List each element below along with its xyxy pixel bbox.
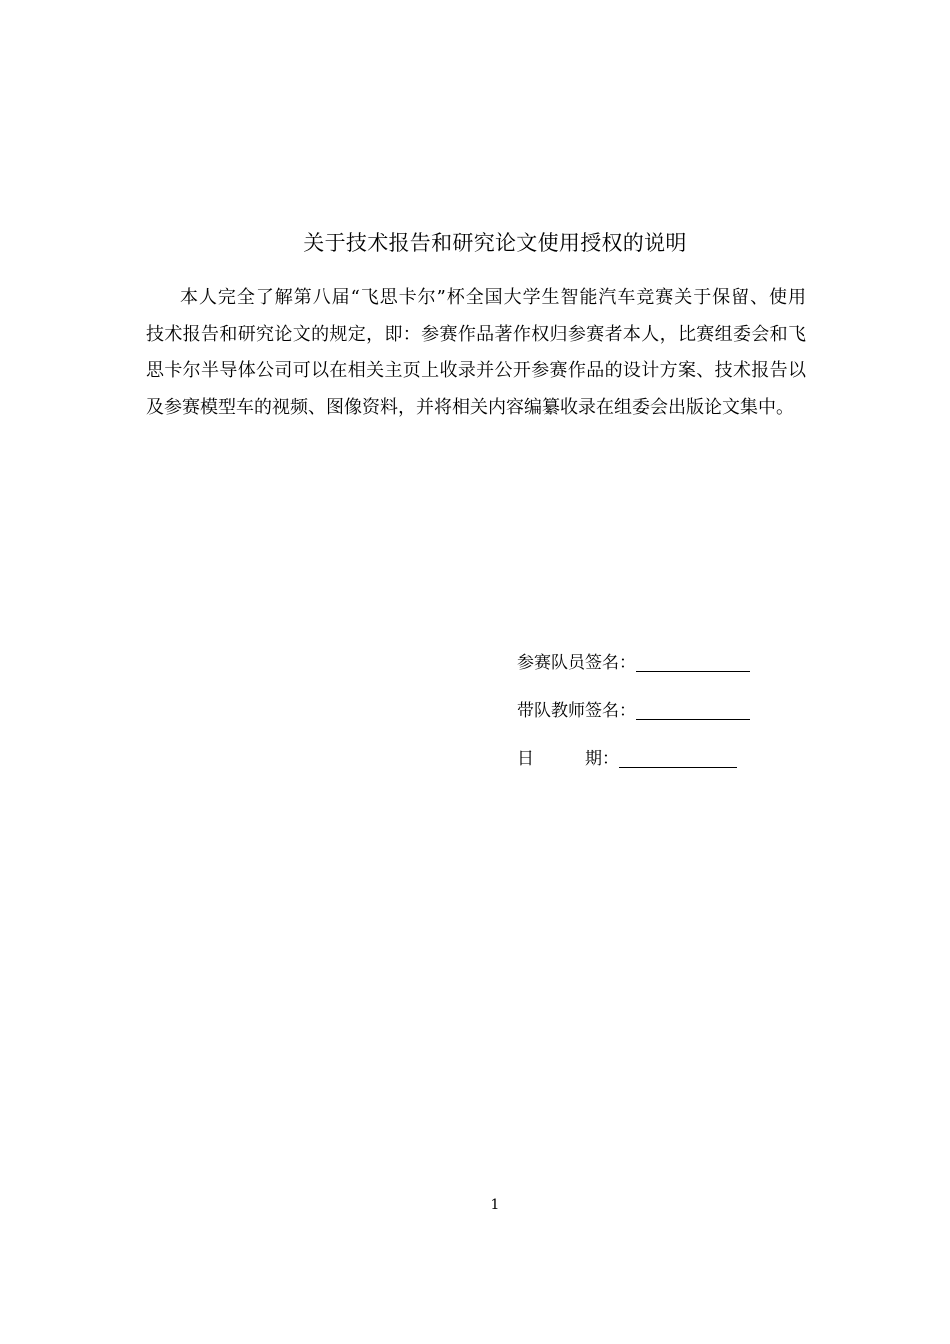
date-row bbox=[517, 742, 777, 772]
teacher-signature-row bbox=[517, 694, 777, 724]
authorization-statement bbox=[146, 280, 806, 426]
date-label: 日 期： bbox=[517, 749, 619, 769]
member-signature-row bbox=[517, 646, 777, 676]
teacher-signature-line[interactable] bbox=[636, 699, 750, 720]
page-number: 1 bbox=[490, 1197, 500, 1213]
teacher-signature-label: 带队教师签名： bbox=[517, 701, 636, 721]
statement-line: 技术报告和研究论文的规定，即：参赛作品著作权归参赛者本人，比赛组委会和飞 bbox=[146, 323, 806, 345]
member-signature-label: 参赛队员签名： bbox=[517, 653, 636, 673]
signature-block bbox=[517, 646, 777, 790]
date-line[interactable] bbox=[619, 747, 737, 768]
document-title: 关于技术报告和研究论文使用授权的说明 bbox=[303, 231, 687, 255]
member-signature-line[interactable] bbox=[636, 651, 750, 672]
statement-line: 思卡尔半导体公司可以在相关主页上收录并公开参赛作品的设计方案、技术报告以 bbox=[146, 360, 806, 381]
statement-line: 本人完全了解第八届“飞思卡尔”杯全国大学生智能汽车竞赛关于保留、使用 bbox=[180, 287, 806, 308]
statement-line: 及参赛模型车的视频、图像资料，并将相关内容编纂收录在组委会出版论文集中。 bbox=[146, 396, 794, 418]
